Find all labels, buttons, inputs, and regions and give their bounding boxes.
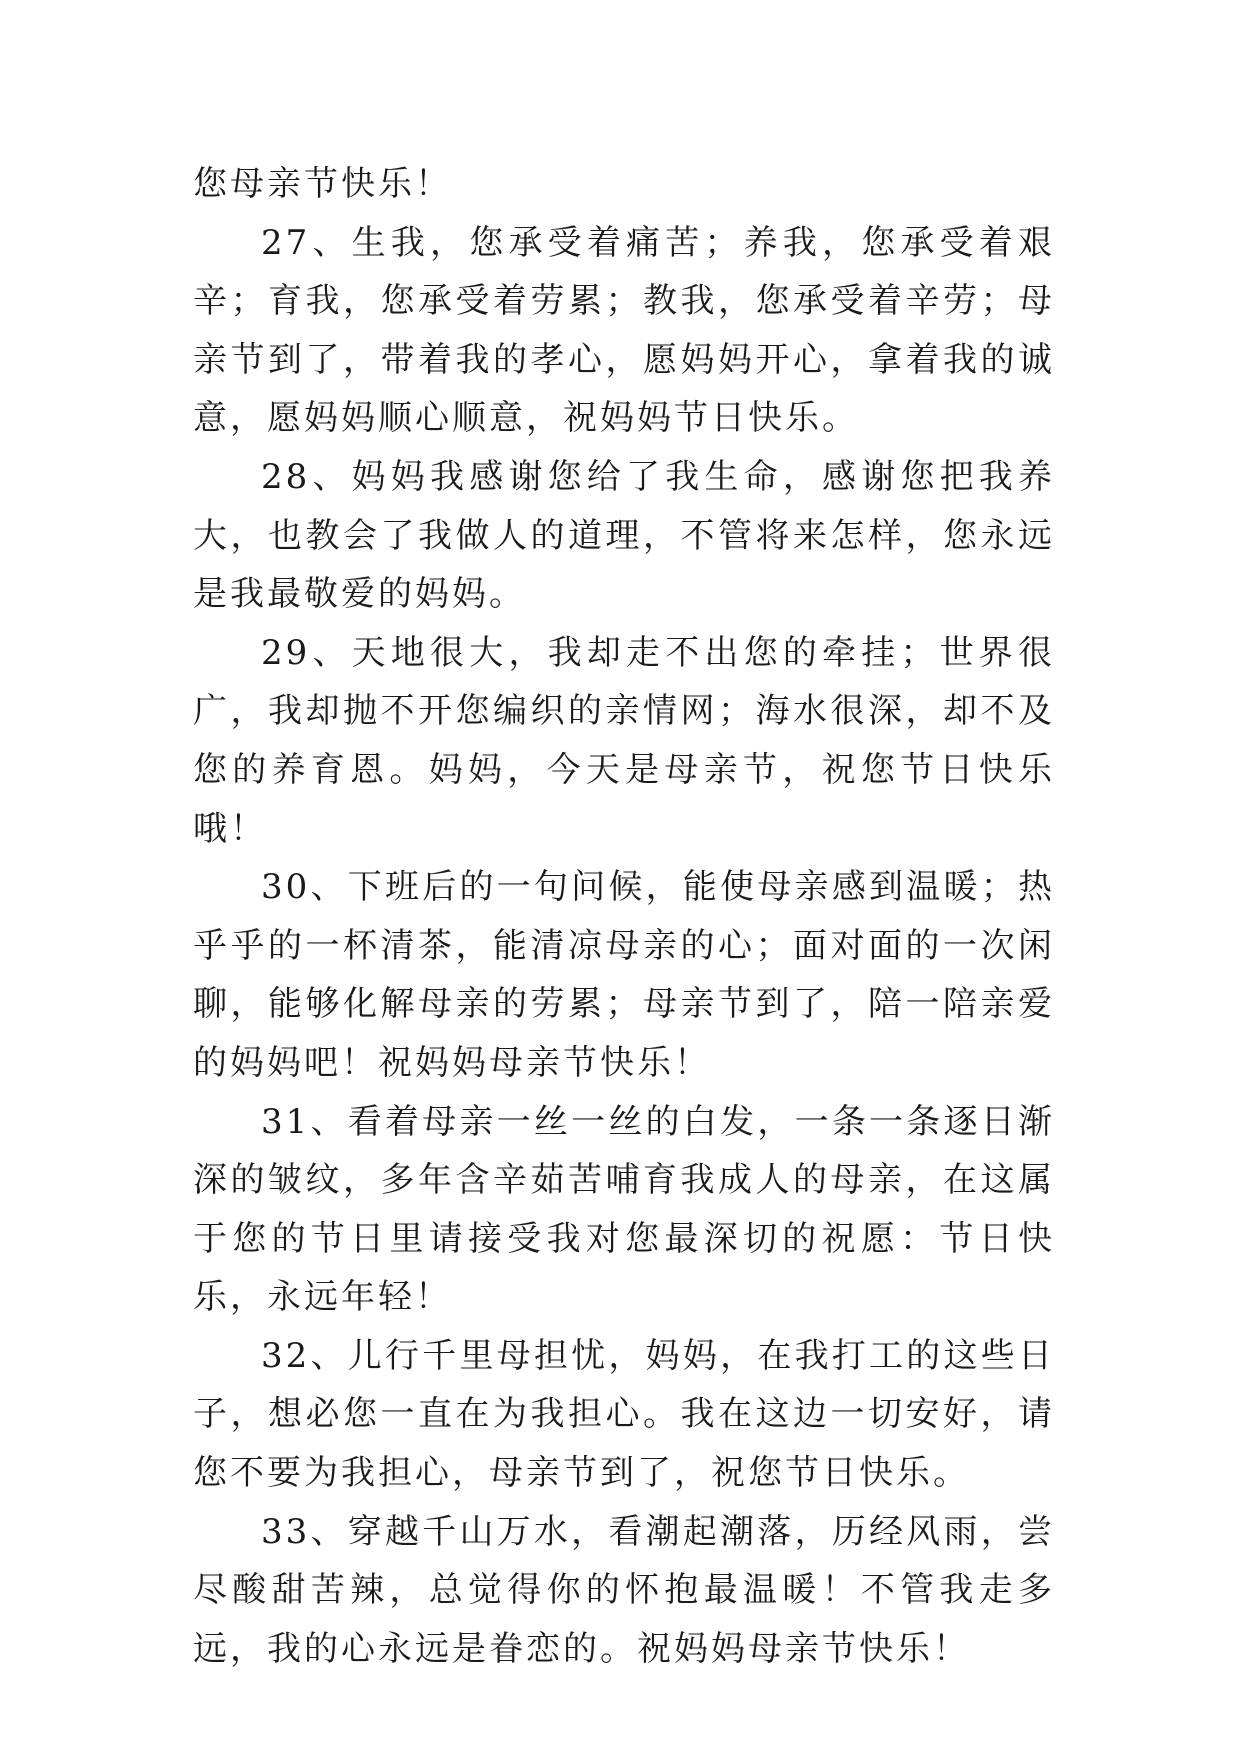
document-body	[193, 155, 1055, 1678]
paragraph-32: 32、儿行千里母担忧，妈妈，在我打工的这些日子，想必您一直在为我担心。我在这边一切安好，请您不要为我担心，母亲节到了，祝您节日快乐。	[193, 1335, 1055, 1494]
paragraph-29: 29、天地很大，我却走不出您的牵挂；世界很广，我却抛不开您编织的亲情网；海水很深，却不及您的养育恩。妈妈，今天是母亲节，祝您节日快乐哦！	[193, 632, 1055, 849]
paragraph-27: 27、生我，您承受着痛苦；养我，您承受着艰辛；育我，您承受着劳累；教我，您承受着辛劳；母亲节到了，带着我的孝心，愿妈妈开心，拿着我的诚意，愿妈妈顺心顺意，祝妈妈节日快乐。	[193, 222, 1055, 439]
paragraph-33: 33、穿越千山万水，看潮起潮落，历经风雨，尝尽酸甜苦辣，总觉得你的怀抱最温暖！不管我走多远，我的心永远是眷恋的。祝妈妈母亲节快乐！	[193, 1511, 1055, 1669]
paragraph-31: 31、看着母亲一丝一丝的白发，一条一条逐日渐深的皱纹，多年含辛茹苦哺育我成人的母亲，在这属于您的节日里请接受我对您最深切的祝愿：节日快乐，永远年轻！	[193, 1101, 1055, 1318]
paragraph-28: 28、妈妈我感谢您给了我生命，感谢您把我养大，也教会了我做人的道理，不管将来怎样，您永远是我最敬爱的妈妈。	[193, 456, 1055, 615]
paragraph-continuation: 您母亲节快乐！	[193, 164, 452, 204]
paragraph-30: 30、下班后的一句问候，能使母亲感到温暖；热乎乎的一杯清茶，能清凉母亲的心；面对面的一次闲聊，能够化解母亲的劳累；母亲节到了，陪一陪亲爱的妈妈吧！祝妈妈母亲节快乐！	[193, 867, 1055, 1083]
